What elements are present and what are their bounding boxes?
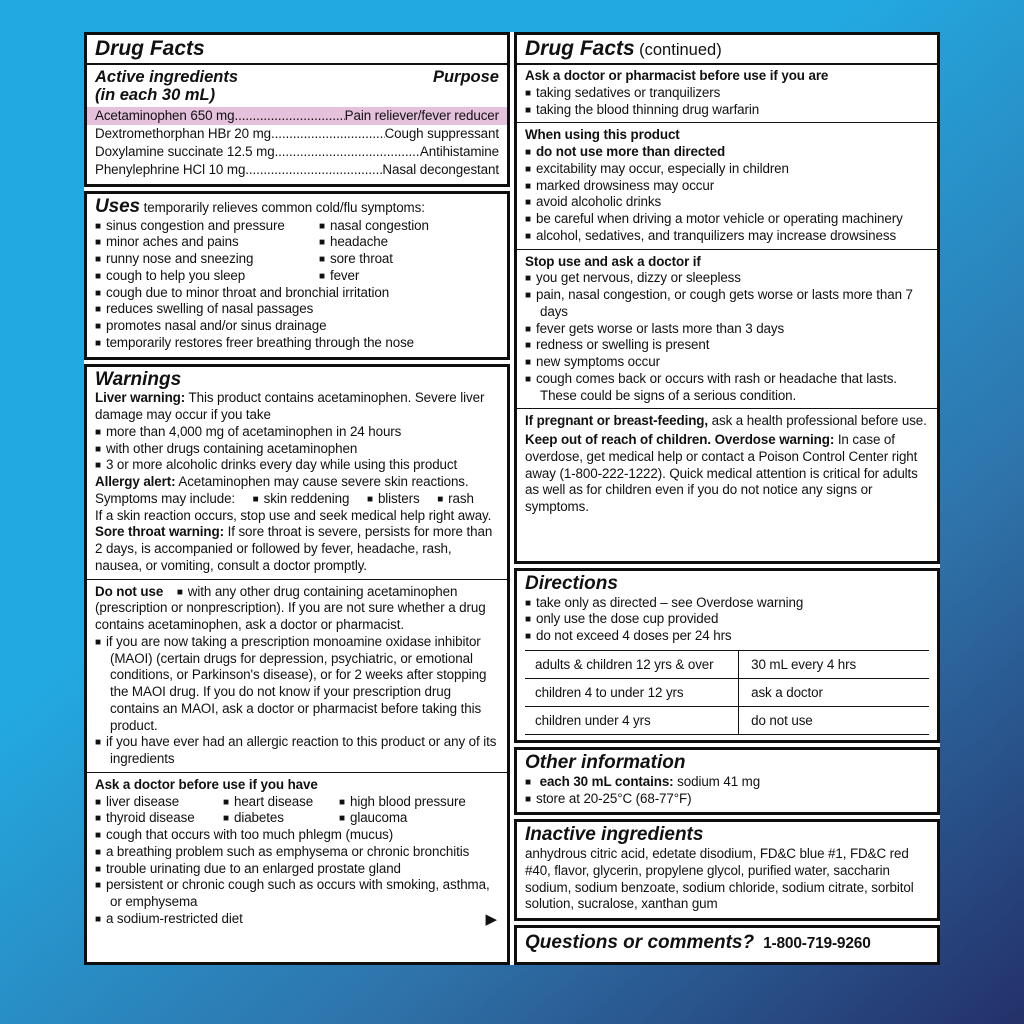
inactive-ingredients-title: Inactive ingredients xyxy=(525,824,704,846)
inactive-ingredients-list: anhydrous citric acid, edetate disodium, FD&C blue #1, FD&C red #40, flavor, glycerin, propylene glycol, purified water, saccharin sodium, sodium benzoate, sodium chloride, sodium citrate, sorbitol solution, sucralose, xanthan gum xyxy=(525,846,914,912)
continuation-arrow-icon: ▶ xyxy=(485,910,497,928)
dosage-age-group: children under 4 yrs xyxy=(525,707,739,734)
questions-title: Questions or comments? xyxy=(525,932,755,954)
ingredient-purpose: Nasal decongestant xyxy=(382,161,499,177)
list-item: ■ reduces swelling of nasal passages xyxy=(95,301,499,318)
dosage-age-group: children 4 to under 12 yrs xyxy=(525,679,739,706)
list-item: ■ trouble urinating due to an enlarged prostate gland xyxy=(95,861,499,878)
list-item: ■ excitability may occur, especially in children xyxy=(525,161,929,178)
list-item: ■ thyroid disease xyxy=(95,810,223,827)
list-item: ■ avoid alcoholic drinks xyxy=(525,194,929,211)
ingredient-row-acetaminophen xyxy=(87,107,507,125)
list-item: ■ temporarily restores freer breathing through the nose xyxy=(95,335,499,352)
dosage-amount: 30 mL every 4 hrs xyxy=(751,656,857,672)
allergy-followup: If a skin reaction occurs, stop use and seek medical help right away. xyxy=(95,507,492,523)
list-item: ■ be careful when driving a motor vehicle or operating machinery xyxy=(525,211,929,228)
list-item: ■ cough to help you sleep xyxy=(95,268,319,285)
dot-leader xyxy=(234,107,344,125)
list-item: ■ persistent or chronic cough such as occurs with smoking, asthma, or emphysema xyxy=(95,877,499,911)
list-item: ■ new symptoms occur xyxy=(525,354,929,371)
ingredient-row-doxylamine xyxy=(87,143,507,161)
list-item: ■ cough that occurs with too much phlegm (mucus) xyxy=(95,827,499,844)
section-heading: Stop use and ask a doctor if xyxy=(525,253,701,269)
section-heading: Ask a doctor or pharmacist before use if you are xyxy=(525,68,829,84)
dot-leader xyxy=(245,161,382,179)
active-ingredients-box xyxy=(84,32,510,187)
section-heading: When using this product xyxy=(525,127,680,143)
list-item: ■ sore throat xyxy=(319,251,499,268)
list-item: ■ glaucoma xyxy=(339,810,499,827)
section-divider xyxy=(517,408,937,409)
list-item: ■ headache xyxy=(319,234,499,251)
list-item: ■ fever xyxy=(319,268,499,285)
list-item: ■ taking the blood thinning drug warfarin xyxy=(525,102,929,119)
list-item: ■ alcohol, sedatives, and tranquilizers may increase drowsiness xyxy=(525,228,929,245)
dosage-amount: do not use xyxy=(751,712,813,728)
drug-facts-title: Drug Facts xyxy=(95,37,205,60)
ingredient-row-dextromethorphan xyxy=(87,125,507,143)
ingredient-name: Dextromethorphan HBr 20 mg xyxy=(95,126,272,142)
uses-title: Uses xyxy=(95,195,141,217)
dosage-amount: ask a doctor xyxy=(751,684,823,700)
stop-use-section xyxy=(525,254,929,405)
dot-leader xyxy=(271,125,385,143)
uses-pair-bullets xyxy=(95,218,499,285)
list-item: ■ diabetes xyxy=(223,810,339,827)
list-item: ■ cough comes back or occurs with rash or headache that lasts. These could be signs of a serious condition. xyxy=(525,371,929,405)
list-item: ■ pain, nasal congestion, or cough gets worse or lasts more than 7 days xyxy=(525,287,929,321)
list-item: ■ taking sedatives or tranquilizers xyxy=(525,85,929,102)
ingredient-purpose: Antihistamine xyxy=(419,144,499,160)
ingredient-name: Phenylephrine HCl 10 mg xyxy=(95,161,246,177)
questions-box xyxy=(514,925,940,965)
list-item: ■ 3 or more alcoholic drinks every day while using this product xyxy=(95,457,499,474)
list-item: ■ you get nervous, dizzy or sleepless xyxy=(525,270,929,287)
uses-box xyxy=(84,191,510,360)
list-item: ■ each 30 mL contains: sodium 41 mg xyxy=(525,774,929,791)
list-item: ■ do not use more than directed xyxy=(525,144,929,161)
list-item: ■ skin reddening xyxy=(253,491,350,506)
list-item: ■ a breathing problem such as emphysema or chronic bronchitis xyxy=(95,844,499,861)
active-ingredients-header xyxy=(95,68,499,104)
title-rule xyxy=(517,63,937,65)
drug-facts-continued-box xyxy=(514,32,940,564)
table-row xyxy=(525,679,929,707)
pregnant-warning: If pregnant or breast-feeding, ask a health professional before use. xyxy=(525,413,927,429)
active-ingredients-rows xyxy=(87,107,507,178)
section-divider xyxy=(517,249,937,250)
ask-doctor-heading: Ask a doctor before use if you have xyxy=(95,776,318,792)
purpose-heading: Purpose xyxy=(432,68,499,87)
sore-throat-warning: Sore throat warning: If sore throat is severe, persists for more than 2 days, is accompanied or followed by fever, headache, rash, nausea, or vomiting, consult a doctor promptly. xyxy=(95,524,493,573)
left-column xyxy=(84,32,510,965)
list-item: ■ store at 20-25°C (68-77°F) xyxy=(525,791,929,808)
list-item: ■ minor aches and pains xyxy=(95,234,319,251)
ingredient-row-phenylephrine xyxy=(87,161,507,179)
directions-box xyxy=(514,568,940,743)
list-item: ■ blisters xyxy=(367,491,420,506)
active-ingredients-heading: Active ingredients xyxy=(95,68,239,87)
dosage-age-group: adults & children 12 yrs & over xyxy=(525,651,739,678)
directions-title: Directions xyxy=(525,572,618,594)
last-bullet-row xyxy=(95,911,499,928)
allergy-alert: Allergy alert: Acetaminophen may cause severe skin reactions. Symptoms may include: ■ skin reddening ■ blisters ■ rash xyxy=(95,474,499,508)
drug-facts-label xyxy=(84,32,940,965)
inactive-ingredients-box xyxy=(514,819,940,921)
list-item: ■ only use the dose cup provided xyxy=(525,611,929,628)
table-row xyxy=(525,651,929,679)
other-information-box xyxy=(514,747,940,815)
do-not-use: Do not use ■ with any other drug containing acetaminophen (prescription or nonprescription). If you are not sure whether a drug contains acetaminophen, ask a doctor or pharmacist. xyxy=(95,584,499,634)
list-item: ■ if you are now taking a prescription monoamine oxidase inhibitor (MAOI) (certain drugs for depression, psychiatric, or emotional conditions, or Parkinson's disease), or for 2 weeks after stopping the MAOI drug. If you do not know if your prescription drug contains an MAOI, ask a doctor or pharmacist before taking this product. xyxy=(95,634,499,735)
list-item: ■ rash xyxy=(437,491,474,506)
ask-pharmacist-section xyxy=(525,68,929,118)
liver-warning: Liver warning: This product contains acetaminophen. Severe liver damage may occur if you take xyxy=(95,390,485,423)
warnings-box xyxy=(84,364,510,965)
list-item: ■ sinus congestion and pressure xyxy=(95,218,319,235)
list-item: ■ liver disease xyxy=(95,794,223,811)
right-column xyxy=(514,32,940,965)
table-row xyxy=(525,707,929,735)
warnings-title: Warnings xyxy=(95,368,182,390)
list-item: ■ promotes nasal and/or sinus drainage xyxy=(95,318,499,335)
active-ingredients-subheading: (in each 30 mL) xyxy=(95,86,216,105)
list-item: ■ take only as directed – see Overdose warning xyxy=(525,595,929,612)
list-item: ■ runny nose and sneezing xyxy=(95,251,319,268)
ingredient-name: Doxylamine succinate 12.5 mg xyxy=(95,144,275,160)
keep-out-of-reach-warning: Keep out of reach of children. Overdose warning: In case of overdose, get medical help or contact a Poison Control Center right away (1-800-222-1222). Quick medical attention is critical for adults as well as for children even if you do not notice any signs or symptoms. xyxy=(525,432,918,515)
dot-leader xyxy=(275,143,420,161)
questions-phone-number: 1-800-719-9260 xyxy=(763,935,871,953)
section-divider xyxy=(87,772,507,773)
other-information-title: Other information xyxy=(525,751,686,773)
uses-intro: Uses temporarily relieves common cold/flu symptoms: xyxy=(95,195,425,217)
list-item: ■ with other drugs containing acetaminophen xyxy=(95,441,499,458)
section-divider xyxy=(87,579,507,580)
list-item: ■ do not exceed 4 doses per 24 hrs xyxy=(525,628,929,645)
list-item: ■ a sodium-restricted diet xyxy=(95,911,243,928)
dosage-table xyxy=(525,650,929,735)
ingredient-purpose: Pain reliever/fever reducer xyxy=(344,108,499,124)
list-item: ■ nasal congestion xyxy=(319,218,499,235)
drug-facts-continued-title: Drug Facts (continued) xyxy=(525,37,722,60)
list-item: ■ redness or swelling is present xyxy=(525,337,929,354)
list-item: ■ marked drowsiness may occur xyxy=(525,178,929,195)
list-item: ■ cough due to minor throat and bronchial irritation xyxy=(95,285,499,302)
ingredient-name: Acetaminophen 650 mg xyxy=(95,108,235,124)
list-item: ■ fever gets worse or lasts more than 3 days xyxy=(525,321,929,338)
ingredient-purpose: Cough suppressant xyxy=(384,126,499,142)
ask-doctor-grid xyxy=(95,794,499,828)
section-divider xyxy=(517,122,937,123)
list-item: ■ more than 4,000 mg of acetaminophen in 24 hours xyxy=(95,424,499,441)
list-item: ■ if you have ever had an allergic reaction to this product or any of its ingredients xyxy=(95,734,499,768)
when-using-section xyxy=(525,127,929,244)
list-item: ■ heart disease xyxy=(223,794,339,811)
list-item: ■ high blood pressure xyxy=(339,794,499,811)
title-rule xyxy=(87,63,507,65)
